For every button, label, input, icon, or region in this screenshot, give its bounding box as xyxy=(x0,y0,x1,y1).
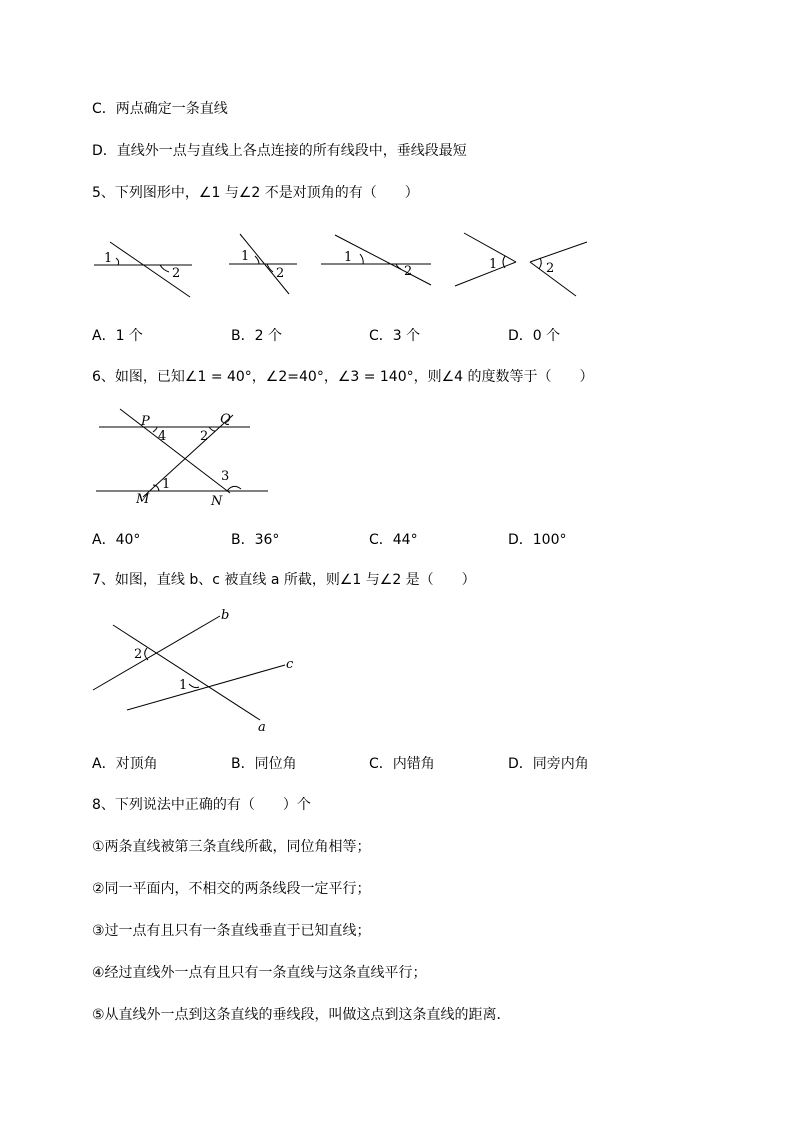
q5-options xyxy=(92,327,712,345)
q6-option-d[interactable]: D．100° xyxy=(508,532,567,548)
q6-point-q: Q xyxy=(220,412,231,427)
q6-options xyxy=(92,531,712,549)
q8-item-1: ①两条直线被第三条直线所截，同位角相等； xyxy=(92,839,371,855)
q6-angle-4: 4 xyxy=(158,429,167,444)
q6-option-b[interactable]: B．36° xyxy=(231,532,280,548)
q5-option-a[interactable]: A．1 个 xyxy=(92,328,143,344)
q5-fig1-label-1: 1 xyxy=(104,251,113,266)
q6-option-a[interactable]: A．40° xyxy=(92,532,141,548)
q7-line-b: b xyxy=(221,608,230,623)
q7-option-c[interactable]: C．内错角 xyxy=(369,756,435,772)
q6-stem: 6、如图，已知∠1 = 40°，∠2=40°，∠3 = 140°，则∠4 的度数等于（ ） xyxy=(92,369,594,385)
q6-angle-2: 2 xyxy=(200,429,209,444)
q7-options xyxy=(92,755,712,773)
q6-point-p: P xyxy=(141,414,150,429)
q5-fig4-label-1: 1 xyxy=(489,257,498,272)
option-c-prev: C．两点确定一条直线 xyxy=(92,101,228,117)
q5-fig2-label-2: 2 xyxy=(276,266,285,281)
q6-point-m: M xyxy=(136,492,150,507)
q6-point-n: N xyxy=(211,494,223,509)
q6-angle-1: 1 xyxy=(162,477,171,492)
q8-item-3: ③过一点有且只有一条直线垂直于已知直线； xyxy=(92,923,371,939)
q6-figure xyxy=(95,405,275,510)
option-d-prev: D．直线外一点与直线上各点连接的所有线段中，垂线段最短 xyxy=(92,143,467,159)
q5-option-d[interactable]: D．0 个 xyxy=(508,328,561,344)
q7-angle-1: 1 xyxy=(179,678,188,693)
q5-fig1-label-2: 2 xyxy=(172,266,181,281)
q5-figure-4 xyxy=(450,230,590,300)
q5-figure-1 xyxy=(90,235,200,300)
q5-option-b[interactable]: B．2 个 xyxy=(231,328,282,344)
q5-figure-2 xyxy=(225,232,305,300)
q5-figure-3 xyxy=(318,232,438,292)
q7-line-c: c xyxy=(286,657,294,672)
q5-option-c[interactable]: C．3 个 xyxy=(369,328,421,344)
q7-angle-2: 2 xyxy=(134,647,143,662)
q8-item-5: ⑤从直线外一点到这条直线的垂线段，叫做这点到这条直线的距离． xyxy=(92,1007,511,1023)
q7-option-a[interactable]: A．对顶角 xyxy=(92,756,158,772)
q8-item-4: ④经过直线外一点有且只有一条直线与这条直线平行； xyxy=(92,965,427,981)
q8-item-2: ②同一平面内，不相交的两条线段一定平行； xyxy=(92,881,371,897)
q7-option-d[interactable]: D．同旁内角 xyxy=(508,756,589,772)
q8-stem: 8、下列说法中正确的有（ ）个 xyxy=(92,797,311,813)
q5-fig2-label-1: 1 xyxy=(241,249,250,264)
q7-figure xyxy=(90,610,300,735)
q7-option-b[interactable]: B．同位角 xyxy=(231,756,297,772)
q6-angle-3: 3 xyxy=(221,469,230,484)
q5-fig4-label-2: 2 xyxy=(546,261,555,276)
q7-line-a: a xyxy=(258,720,266,735)
q7-stem: 7、如图，直线 b、c 被直线 a 所截，则∠1 与∠2 是（ ） xyxy=(92,572,476,588)
q5-fig3-label-2: 2 xyxy=(404,264,413,279)
q5-fig3-label-1: 1 xyxy=(344,250,353,265)
q6-option-c[interactable]: C．44° xyxy=(369,532,418,548)
q5-stem: 5、下列图形中，∠1 与∠2 不是对顶角的有（ ） xyxy=(92,185,419,201)
